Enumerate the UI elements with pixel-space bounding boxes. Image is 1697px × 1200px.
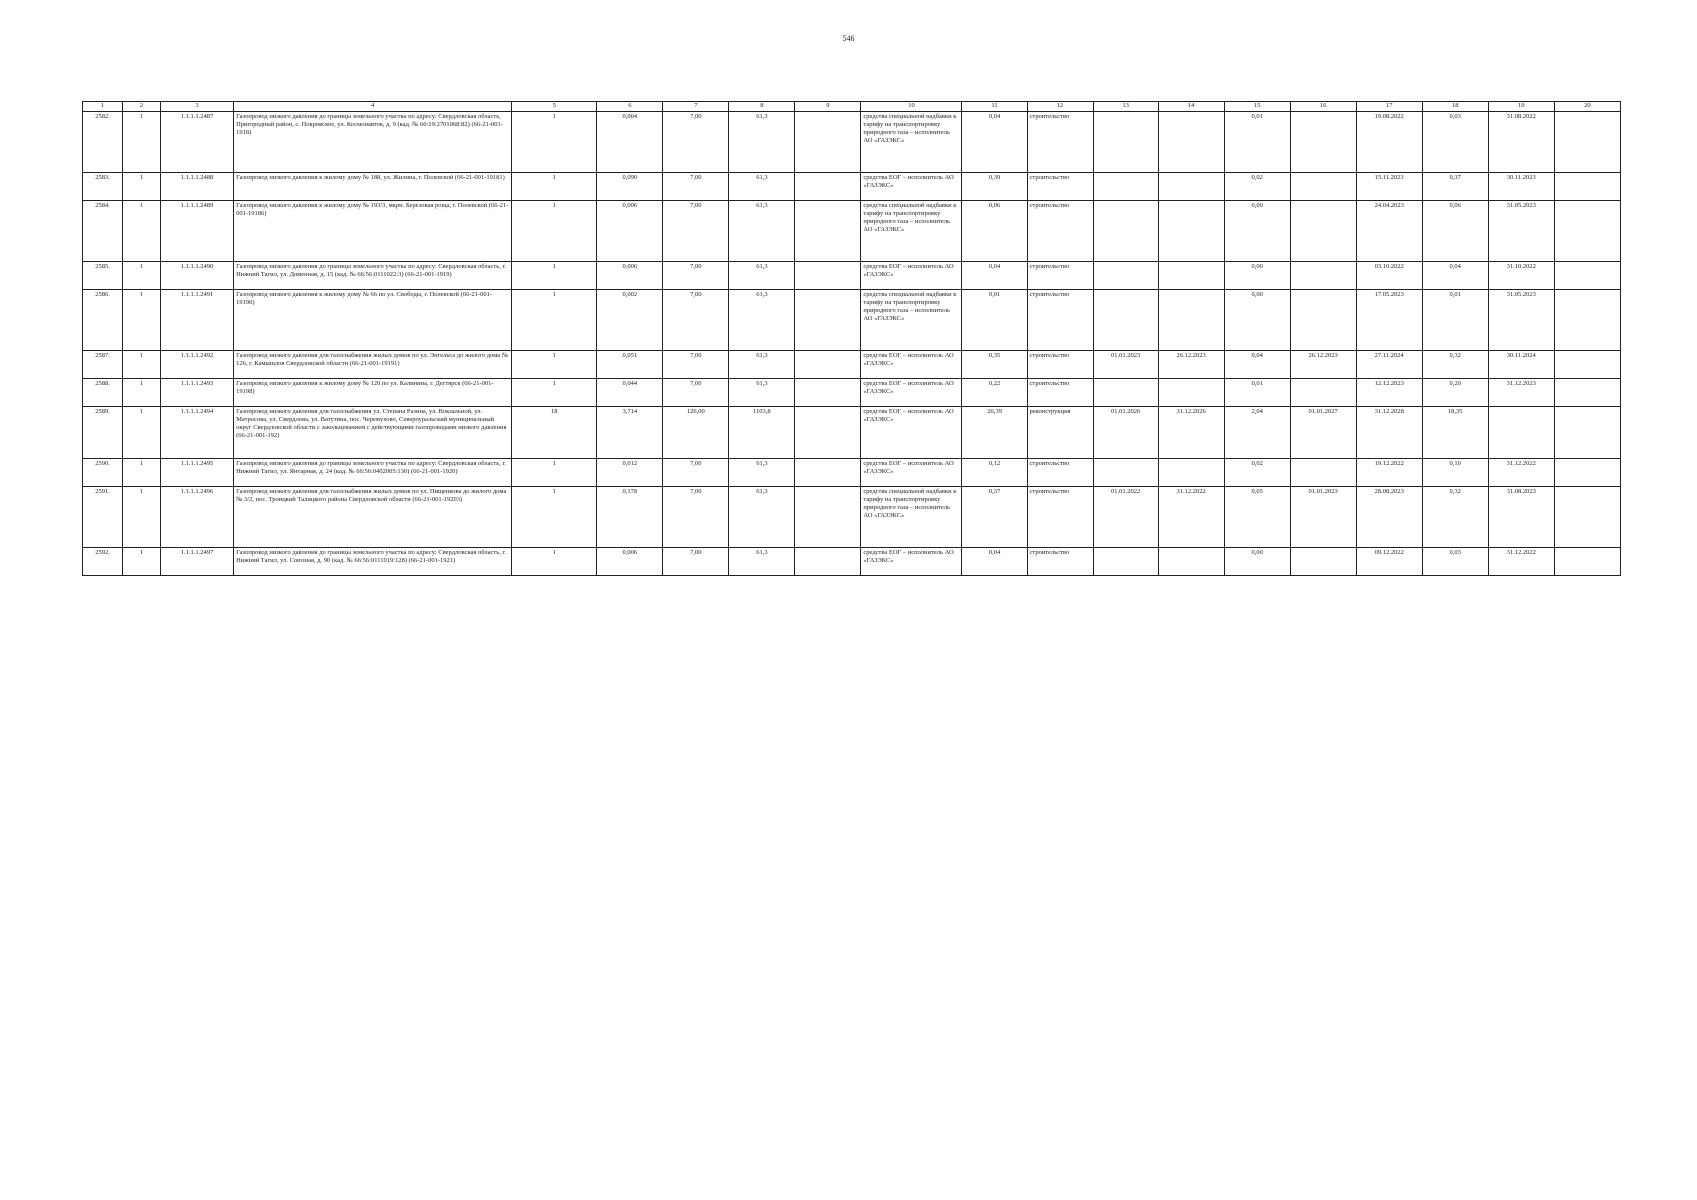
table-cell: [1158, 173, 1224, 201]
column-header: 5: [512, 102, 597, 112]
table-cell: 24.04.2023: [1356, 201, 1422, 262]
table-cell: строительство: [1027, 173, 1093, 201]
table-cell: 0,04: [1422, 262, 1488, 290]
column-header: 7: [663, 102, 729, 112]
table-cell: средства специальной надбавки к тарифу на транспортировку природного газа – исполнитель АО «ГАЗЭКС»: [861, 112, 962, 173]
table-cell: 30.11.2023: [1488, 173, 1554, 201]
table-cell: Газопровод низкого давления к жилому дому № 193/3, мкрн. Березовая роща, г. Полевской (66-21-001-19186): [234, 201, 512, 262]
table-cell: 0,37: [1422, 173, 1488, 201]
table-cell: [1290, 379, 1356, 407]
table-cell: 2587.: [83, 351, 123, 379]
table-cell: 31.12.2022: [1488, 459, 1554, 487]
table-cell: 1: [512, 173, 597, 201]
table-cell: 1: [123, 407, 161, 459]
table-cell: 1: [512, 262, 597, 290]
table-cell: строительство: [1027, 351, 1093, 379]
table-cell: 126,00: [663, 407, 729, 459]
table-cell: средства ЕОГ – исполнитель АО «ГАЗЭКС»: [861, 351, 962, 379]
table-cell: [795, 173, 861, 201]
table-cell: 0,01: [1224, 379, 1290, 407]
table-cell: [795, 351, 861, 379]
table-cell: [795, 262, 861, 290]
table-cell: [1093, 201, 1158, 262]
table-cell: 01.01.2022: [1093, 487, 1158, 548]
table-cell: 12.12.2023: [1356, 379, 1422, 407]
column-header: 19: [1488, 102, 1554, 112]
table-cell: 18: [512, 407, 597, 459]
table-cell: 0,22: [962, 379, 1027, 407]
table-row: [83, 548, 1621, 576]
table-cell: 1: [512, 379, 597, 407]
table-cell: 1: [512, 201, 597, 262]
table-cell: 1.1.1.1.2497: [161, 548, 234, 576]
table-cell: 1103,8: [729, 407, 795, 459]
table-cell: 0,06: [962, 201, 1027, 262]
table-cell: 3,714: [597, 407, 663, 459]
table-cell: 0,04: [962, 112, 1027, 173]
table-cell: [1554, 407, 1620, 459]
table-cell: Газопровод низкого давления к жилому дому № 66 по ул. Свободы, г. Полевской (66-21-001-19190): [234, 290, 512, 351]
table-cell: 0,006: [597, 201, 663, 262]
table-cell: строительство: [1027, 487, 1093, 548]
table-cell: 0,12: [962, 459, 1027, 487]
table-cell: 0,002: [597, 290, 663, 351]
table-cell: [1158, 548, 1224, 576]
table-cell: 7,00: [663, 173, 729, 201]
table-cell: 61,3: [729, 173, 795, 201]
table-row: [83, 201, 1621, 262]
table-cell: [1290, 459, 1356, 487]
table-cell: 1: [123, 548, 161, 576]
table-cell: 1: [123, 112, 161, 173]
column-header: 6: [597, 102, 663, 112]
table-cell: 1: [123, 351, 161, 379]
table-cell: 1: [123, 262, 161, 290]
table-cell: [1158, 262, 1224, 290]
table-cell: 31.10.2022: [1488, 262, 1554, 290]
table-cell: 61,3: [729, 487, 795, 548]
table-cell: 0,051: [597, 351, 663, 379]
table-cell: 31.08.2023: [1488, 487, 1554, 548]
table-cell: 0,03: [1422, 548, 1488, 576]
table-cell: [1158, 112, 1224, 173]
table-cell: [795, 459, 861, 487]
table-cell: 0,32: [1422, 487, 1488, 548]
column-header: 3: [161, 102, 234, 112]
table-cell: 0,37: [962, 487, 1027, 548]
table-cell: средства специальной надбавки к тарифу на транспортировку природного газа – исполнитель АО «ГАЗЭКС»: [861, 290, 962, 351]
page-number: 546: [842, 34, 855, 43]
table-cell: 0,012: [597, 459, 663, 487]
table-cell: 20,39: [962, 407, 1027, 459]
table-cell: 0,004: [597, 112, 663, 173]
table-cell: 2590.: [83, 459, 123, 487]
table-cell: [1290, 290, 1356, 351]
table-body: [83, 112, 1621, 576]
table-cell: 0,10: [1422, 459, 1488, 487]
table-cell: 03.10.2022: [1356, 262, 1422, 290]
table-cell: средства ЕОГ – исполнитель АО «ГАЗЭКС»: [861, 262, 962, 290]
table-cell: средства ЕОГ – исполнитель АО «ГАЗЭКС»: [861, 379, 962, 407]
column-header: 14: [1158, 102, 1224, 112]
table-cell: 09.12.2022: [1356, 548, 1422, 576]
table-cell: Газопровод низкого давления для газоснабжения жилых домов по ул. Пищенкова до жилого дома № 3/2, пос. Троицкий Талицкого района Свердловской области (66-21-001-19203): [234, 487, 512, 548]
table-cell: 7,00: [663, 201, 729, 262]
table-cell: 2592.: [83, 548, 123, 576]
table-row: [83, 379, 1621, 407]
table-cell: 01.01.2023: [1093, 351, 1158, 379]
table-cell: 0,01: [1224, 112, 1290, 173]
table-cell: 7,00: [663, 548, 729, 576]
table-cell: средства специальной надбавки к тарифу на транспортировку природного газа – исполнитель АО «ГАЗЭКС»: [861, 201, 962, 262]
table-cell: 0,05: [1224, 487, 1290, 548]
column-header: 18: [1422, 102, 1488, 112]
table-cell: 7,00: [663, 459, 729, 487]
table-cell: [1093, 459, 1158, 487]
table-cell: 0,06: [1422, 201, 1488, 262]
table-row: [83, 407, 1621, 459]
column-header: 15: [1224, 102, 1290, 112]
table-cell: [1290, 112, 1356, 173]
table-cell: 31.05.2023: [1488, 290, 1554, 351]
table-cell: 2585.: [83, 262, 123, 290]
table-cell: [1158, 459, 1224, 487]
table-cell: строительство: [1027, 112, 1093, 173]
table-cell: 0,04: [962, 262, 1027, 290]
table-cell: [1554, 290, 1620, 351]
table-cell: [1158, 290, 1224, 351]
table-cell: 0,044: [597, 379, 663, 407]
table-cell: Газопровод низкого давления до границы земельного участка по адресу: Свердловская область, г. Нижний Тагил, ул. Янтарная, д. 24 (кад. № 66:56:0402005:130) (66-21-001-1920): [234, 459, 512, 487]
table-cell: 1.1.1.1.2494: [161, 407, 234, 459]
table-row: [83, 112, 1621, 173]
column-header: 16: [1290, 102, 1356, 112]
table-cell: 61,3: [729, 548, 795, 576]
table-cell: 61,3: [729, 201, 795, 262]
table-cell: строительство: [1027, 459, 1093, 487]
table-cell: [795, 548, 861, 576]
table-cell: [1554, 173, 1620, 201]
column-header: 20: [1554, 102, 1620, 112]
table-cell: 19.12.2022: [1356, 459, 1422, 487]
table-cell: [1290, 201, 1356, 262]
table-cell: [795, 201, 861, 262]
table-cell: 0,04: [962, 548, 1027, 576]
table-cell: [1554, 201, 1620, 262]
table-cell: строительство: [1027, 290, 1093, 351]
table-cell: 1: [123, 487, 161, 548]
table-cell: строительство: [1027, 262, 1093, 290]
table-cell: 1: [123, 379, 161, 407]
table-cell: 7,00: [663, 379, 729, 407]
table-cell: 2589.: [83, 407, 123, 459]
table-cell: 1.1.1.1.2488: [161, 173, 234, 201]
table-cell: 1.1.1.1.2493: [161, 379, 234, 407]
table-cell: 61,3: [729, 351, 795, 379]
table-cell: 26.12.2023: [1290, 351, 1356, 379]
column-header: 11: [962, 102, 1027, 112]
table-cell: 2584.: [83, 201, 123, 262]
table-cell: 61,3: [729, 262, 795, 290]
table-cell: 28.08.2023: [1356, 487, 1422, 548]
table-cell: [1554, 379, 1620, 407]
table-cell: [1093, 112, 1158, 173]
table-cell: 17.05.2023: [1356, 290, 1422, 351]
table-cell: 31.12.2023: [1488, 379, 1554, 407]
column-header: 1: [83, 102, 123, 112]
table-cell: 0,00: [1224, 262, 1290, 290]
table-cell: [795, 379, 861, 407]
table-row: [83, 173, 1621, 201]
table-cell: [1093, 290, 1158, 351]
table-cell: 0,39: [962, 173, 1027, 201]
table-cell: 1: [512, 459, 597, 487]
table-cell: 61,3: [729, 379, 795, 407]
table-cell: 0,00: [1224, 201, 1290, 262]
table-cell: 2,04: [1224, 407, 1290, 459]
table-cell: 19.08.2022: [1356, 112, 1422, 173]
table-cell: 1.1.1.1.2492: [161, 351, 234, 379]
table-cell: [1554, 351, 1620, 379]
column-number-row: [83, 102, 1621, 112]
table-cell: 31.12.2022: [1158, 487, 1224, 548]
table-row: [83, 351, 1621, 379]
table-cell: [1290, 262, 1356, 290]
table-cell: 61,3: [729, 112, 795, 173]
table-cell: [1488, 407, 1554, 459]
table-cell: строительство: [1027, 379, 1093, 407]
column-header: 13: [1093, 102, 1158, 112]
table-cell: 61,3: [729, 459, 795, 487]
table-cell: 2591.: [83, 487, 123, 548]
table-cell: Газопровод низкого давления до границы земельного участка по адресу: Свердловская область, г. Нижний Тагил, ул. Союзная, д. 90 (кад. № 66:56:0111019:128) (66-21-001-1921): [234, 548, 512, 576]
table-cell: 1.1.1.1.2495: [161, 459, 234, 487]
table-cell: [1158, 201, 1224, 262]
table-cell: [1290, 173, 1356, 201]
table-cell: 01.01.2027: [1290, 407, 1356, 459]
table-cell: 1.1.1.1.2487: [161, 112, 234, 173]
table-cell: 31.12.2028: [1356, 407, 1422, 459]
table-cell: 2588.: [83, 379, 123, 407]
table-cell: 1: [123, 459, 161, 487]
table-row: [83, 459, 1621, 487]
table-cell: 0,006: [597, 548, 663, 576]
column-header: 12: [1027, 102, 1093, 112]
table-cell: 0,00: [1224, 548, 1290, 576]
table-cell: 7,00: [663, 351, 729, 379]
table-cell: Газопровод низкого давления к жилому дому № 188, ул. Жилина, г. Полевской (66-21-001-19181): [234, 173, 512, 201]
table-cell: 26.12.2023: [1158, 351, 1224, 379]
table-cell: 2583.: [83, 173, 123, 201]
table-cell: средства ЕОГ – исполнитель АО «ГАЗЭКС»: [861, 407, 962, 459]
table-cell: [1554, 459, 1620, 487]
column-header: 4: [234, 102, 512, 112]
table-cell: Газопровод низкого давления до границы земельного участка по адресу: Свердловская область, Пригородный район, с. Покровское, ул. Космонавтов, д. 9 (кад. № 66:19:2701068:82) (66-21-001-1918): [234, 112, 512, 173]
table-cell: 31.12.2026: [1158, 407, 1224, 459]
table-cell: 0,35: [962, 351, 1027, 379]
table-cell: 0,006: [597, 262, 663, 290]
column-header: 8: [729, 102, 795, 112]
table-row: [83, 262, 1621, 290]
table-cell: средства ЕОГ – исполнитель АО «ГАЗЭКС»: [861, 548, 962, 576]
table-cell: 1.1.1.1.2496: [161, 487, 234, 548]
table-cell: 1: [123, 290, 161, 351]
table-cell: 2586.: [83, 290, 123, 351]
table-cell: 7,00: [663, 290, 729, 351]
table-cell: 0,090: [597, 173, 663, 201]
table-cell: строительство: [1027, 201, 1093, 262]
table-cell: [1093, 548, 1158, 576]
table-cell: 1: [512, 290, 597, 351]
table-cell: Газопровод низкого давления до границы земельного участка по адресу: Свердловская область, г. Нижний Тагил, ул. Доменная, д. 15 (кад. № 66:56:0111022:3) (66-21-001-1919): [234, 262, 512, 290]
table-cell: 0,02: [1224, 459, 1290, 487]
table-cell: [1554, 548, 1620, 576]
table-cell: [795, 487, 861, 548]
table-cell: 0,20: [1422, 379, 1488, 407]
table-cell: 31.05.2023: [1488, 201, 1554, 262]
table-cell: 18,35: [1422, 407, 1488, 459]
table-cell: 1.1.1.1.2490: [161, 262, 234, 290]
table-cell: 0,01: [1422, 290, 1488, 351]
table-cell: 7,00: [663, 262, 729, 290]
table-cell: 61,3: [729, 290, 795, 351]
table-cell: [1290, 548, 1356, 576]
table-cell: [1554, 487, 1620, 548]
table-cell: 1: [512, 351, 597, 379]
table-cell: 1: [123, 201, 161, 262]
table-cell: средства специальной надбавки к тарифу на транспортировку природного газа – исполнитель АО «ГАЗЭКС»: [861, 487, 962, 548]
table-cell: [795, 112, 861, 173]
table-cell: Газопровод низкого давления для газоснабжения жилых домов по ул. Энгельса до жилого дома № 126, г. Камышлов Свердловской области (66-21-001-19191): [234, 351, 512, 379]
table-cell: 0,04: [1224, 351, 1290, 379]
column-header: 10: [861, 102, 962, 112]
table-cell: [795, 407, 861, 459]
table-cell: 0,01: [962, 290, 1027, 351]
column-header: 17: [1356, 102, 1422, 112]
table-cell: средства ЕОГ – исполнитель АО «ГАЗЭКС»: [861, 173, 962, 201]
table-cell: 01.01.2026: [1093, 407, 1158, 459]
table-cell: 30.11.2024: [1488, 351, 1554, 379]
table-cell: Газопровод низкого давления к жилому дому № 120 по ул. Калинина, г. Дегтярск (66-21-001-19198): [234, 379, 512, 407]
table-cell: 0,00: [1224, 290, 1290, 351]
table-cell: 0,03: [1422, 112, 1488, 173]
table-cell: Газопровод низкого давления для газоснабжения ул. Степана Разина, ул. Вокзальной, ул. Матросова, ул. Свердлова, ул. Ватутина, пос. Черемухово, Североуральский муниципальный округ Свердловской области с закольцеванием с действующими газопроводами низкого давления (66-21-001-192): [234, 407, 512, 459]
table-cell: 1: [123, 173, 161, 201]
column-header: 2: [123, 102, 161, 112]
table-cell: 27.11.2024: [1356, 351, 1422, 379]
table-cell: [795, 290, 861, 351]
table-cell: 1: [512, 548, 597, 576]
table-cell: [1093, 173, 1158, 201]
table-cell: 0,32: [1422, 351, 1488, 379]
table-cell: 0,178: [597, 487, 663, 548]
table-cell: 31.12.2022: [1488, 548, 1554, 576]
table-cell: 7,00: [663, 487, 729, 548]
table-cell: реконструкция: [1027, 407, 1093, 459]
table-cell: строительство: [1027, 548, 1093, 576]
table-cell: 31.08.2022: [1488, 112, 1554, 173]
table-cell: 01.01.2023: [1290, 487, 1356, 548]
table-cell: 15.11.2023: [1356, 173, 1422, 201]
table-row: [83, 290, 1621, 351]
table-cell: [1093, 379, 1158, 407]
table-cell: [1093, 262, 1158, 290]
table-cell: [1158, 379, 1224, 407]
table-cell: 0,02: [1224, 173, 1290, 201]
table-cell: 1.1.1.1.2491: [161, 290, 234, 351]
column-header: 9: [795, 102, 861, 112]
table-row: [83, 487, 1621, 548]
table-cell: 1.1.1.1.2489: [161, 201, 234, 262]
table-cell: 2582.: [83, 112, 123, 173]
table-cell: [1554, 262, 1620, 290]
table-cell: 1: [512, 487, 597, 548]
table-cell: 1: [512, 112, 597, 173]
table-cell: [1554, 112, 1620, 173]
table-cell: 7,00: [663, 112, 729, 173]
document-table: [82, 101, 1621, 576]
table-cell: средства ЕОГ – исполнитель АО «ГАЗЭКС»: [861, 459, 962, 487]
